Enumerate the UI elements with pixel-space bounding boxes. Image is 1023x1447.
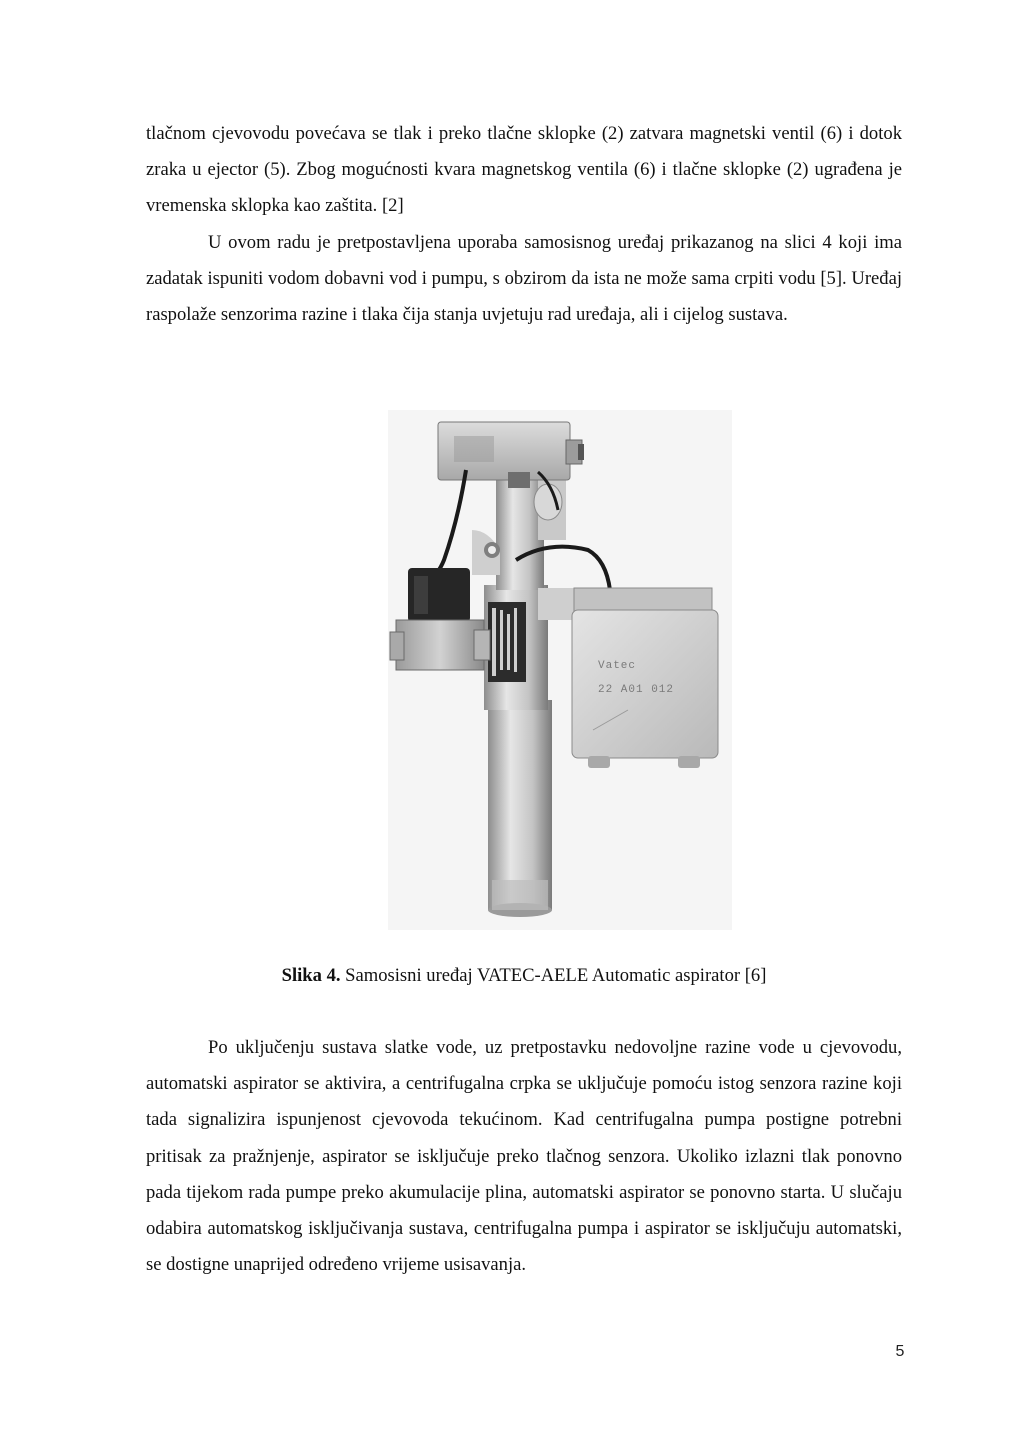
box-label-line2: 22 A01 012: [598, 684, 675, 696]
paragraph-intro: U ovom radu je pretpostavljena uporaba samosisnog uređaj prikazanog na slici 4 koji ima zadatak ispuniti vodom dobavni vod i pumpu, s obzirom da ista ne može sama crpiti vodu [5]. Uređaj raspolaže senzorima razine i tlaka čija stanja uvjetuju rad uređaja, ali i cijelog sustava.: [146, 231, 902, 326]
figure-caption-text: Samosisni uređaj VATEC-AELE Automatic aspirator [6]: [340, 965, 767, 986]
figure-caption-label: Slika 4.: [281, 965, 341, 986]
figure-caption: [146, 962, 902, 990]
aspirator-photo: [388, 410, 732, 930]
body-text-bottom: [146, 1030, 902, 1283]
page-number: 5: [895, 1343, 905, 1360]
box-label-line1: Vatec: [598, 660, 637, 672]
paragraph-operation: Po uključenju sustava slatke vode, uz pretpostavku nedovoljne razine vode u cjevovodu, automatski aspirator se aktivira, a centrifugalna crpka se uključuje pomoću istog senzora razine koji tada signalizira ispunjenost cjevovoda tekućinom. Kad centrifugalna pumpa postigne potrebni pritisak za pražnjenje, aspirator se isključuje preko tlačnog senzora. Ukoliko izlazni tlak ponovno pada tijekom rada pumpe preko akumulacije plina, automatski aspirator se ponovno starta. U slučaju odabira automatskog isključivanja sustava, centrifugalna pumpa i aspirator se isključuju automatski, se dostigne unaprijed određeno vrijeme usisavanja.: [146, 1037, 902, 1276]
paragraph-continuation: tlačnom cjevovodu povećava se tlak i preko tlačne sklopke (2) zatvara magnetski ventil (6) i dotok zraka u ejector (5). Zbog mogućnosti kvara magnetskog ventila (6) i tlačne sklopke (2) ugrađena je vremenska sklopka kao zaštita. [2]: [146, 123, 902, 217]
body-text-top: [146, 116, 902, 333]
